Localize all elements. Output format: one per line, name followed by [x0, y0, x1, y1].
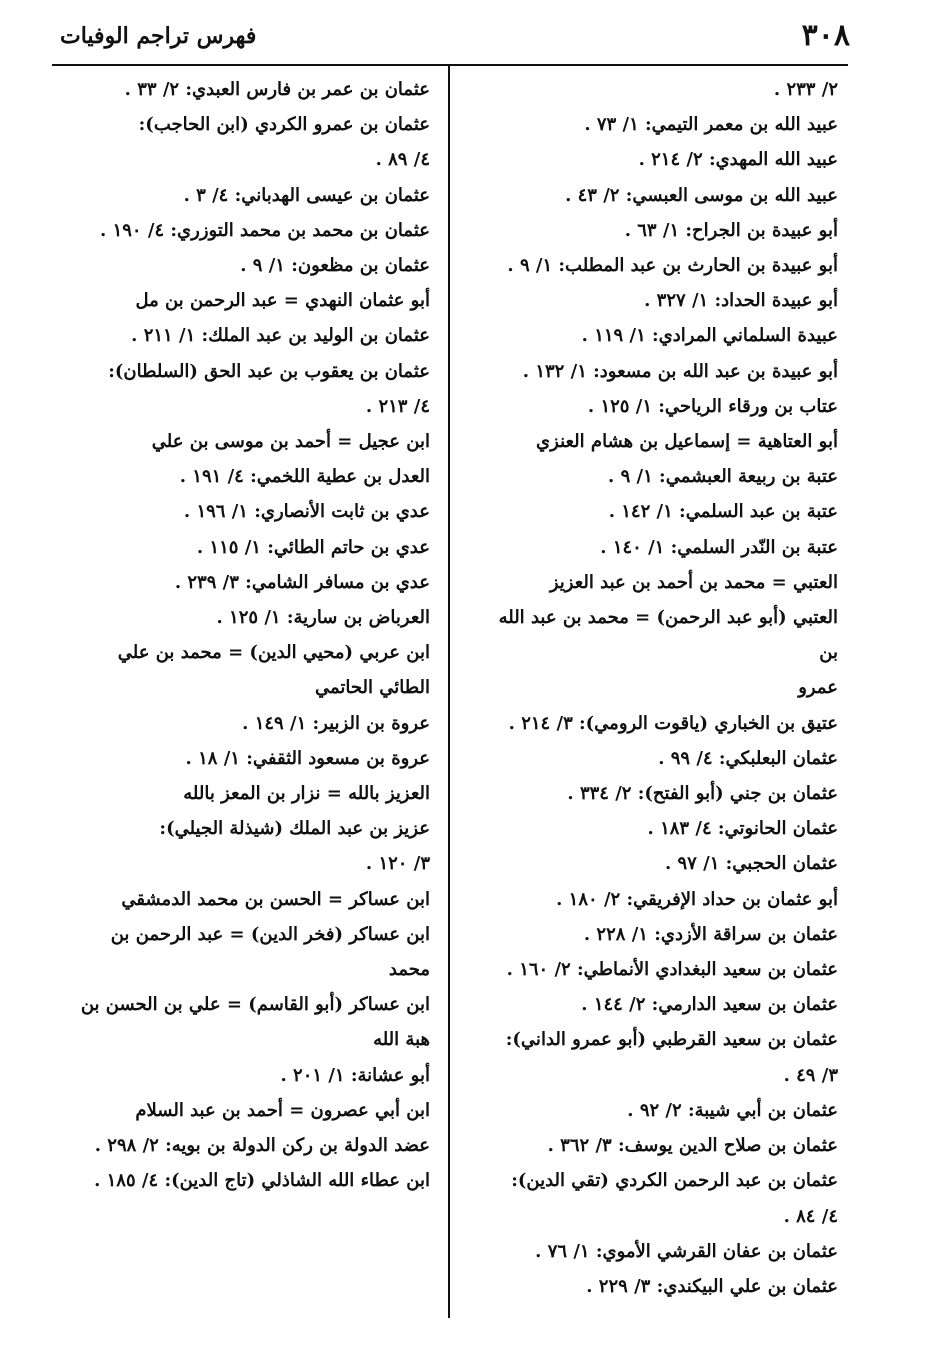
index-entry-line: عضد الدولة بن ركن الدولة بن بويه: ٢/ ٢٩٨ . [94, 1135, 430, 1157]
index-entry-line: عتبة بن النّدر السلمي: ١/ ١٤٠ . [600, 536, 838, 558]
index-entry-line: أبو عثمان النهدي = عبد الرحمن بن مل [135, 290, 430, 312]
index-entry-line: عبيدة السلماني المرادي: ١/ ١١٩ . [581, 325, 838, 347]
index-entry-line: عثمان الحجبي: ١/ ٩٧ . [664, 853, 838, 875]
index-entry-line: عبيد الله المهدي: ٢/ ٢١٤ . [638, 149, 838, 171]
index-entry-line: العرباض بن سارية: ١/ ١٢٥ . [216, 607, 430, 629]
index-entry-line: عروة بن الزبير: ١/ ١٤٩ . [242, 712, 430, 734]
index-entry-line: أبو عبيدة بن الحارث بن عبد المطلب: ١/ ٩ . [507, 255, 838, 277]
index-entry-line: الطائي الحاتمي [314, 677, 430, 699]
index-entry-line: عثمان بن يعقوب بن عبد الحق (السلطان): [108, 360, 430, 382]
index-entry-line: أبو عبيدة بن الجراح: ١/ ٦٣ . [624, 219, 838, 241]
column-divider [448, 66, 450, 1318]
index-entry-line: عثمان بن جني (أبو الفتح): ٢/ ٣٣٤ . [567, 783, 838, 805]
index-entry-line: ابن عجيل = أحمد بن موسى بن علي [151, 431, 430, 453]
header-rule [52, 64, 848, 66]
index-entry-line: ٤/ ٢١٣ . [365, 395, 430, 417]
index-entry-line: ابن عطاء الله الشاذلي (تاج الدين): ٤/ ١٨٥ . [94, 1170, 430, 1192]
index-entry-line: أبو عبيدة الحداد: ١/ ٣٢٧ . [644, 290, 838, 312]
index-entry-line: ٣/ ١٢٠ . [365, 853, 430, 875]
index-entry-line: أبو عبيدة بن عبد الله بن مسعود: ١/ ١٣٢ . [522, 360, 838, 382]
index-entry-line: عثمان بن أبي شيبة: ٢/ ٩٢ . [627, 1099, 838, 1121]
index-entry-line: عثمان بن عبد الرحمن الكردي (تقي الدين): [511, 1170, 838, 1192]
index-entry-line: عثمان بن صلاح الدين يوسف: ٣/ ٣٦٢ . [547, 1135, 838, 1157]
index-entry-line: هبة الله [373, 1029, 430, 1051]
index-entry-line: ابن عربي (محيي الدين) = محمد بن علي [117, 642, 430, 664]
index-entry-line: عبيد الله بن معمر التيمي: ١/ ٧٣ . [584, 114, 838, 136]
index-entry-line: عدي بن مسافر الشامي: ٣/ ٢٣٩ . [174, 571, 430, 593]
index-entry-line: عثمان بن محمد بن محمد التوزري: ٤/ ١٩٠ . [100, 219, 430, 241]
index-entry-line: العتبي (أبو عبد الرحمن) = محمد بن عبد الله بن [498, 607, 838, 664]
index-entry-line: عثمان بن سعيد الدارمي: ٢/ ١٤٤ . [581, 994, 838, 1016]
index-entry-line: عثمان بن عمرو الكردي (ابن الحاجب): [138, 114, 430, 136]
index-entry-line: عثمان بن سراقة الأزدي: ١/ ٢٢٨ . [583, 923, 838, 945]
index-entry-line: عثمان بن سعيد القرطبي (أبو عمرو الداني): [505, 1029, 838, 1051]
index-entry-line: عبيد الله بن موسى العبسي: ٢/ ٤٣ . [565, 184, 838, 206]
index-entry-line: عثمان الحانوتي: ٤/ ١٨٣ . [647, 818, 838, 840]
index-entry-line: ابن عساكر = الحسن بن محمد الدمشقي [121, 888, 430, 910]
index-entry-line: ٤/ ٨٩ . [375, 149, 430, 171]
index-entry-line: عثمان بن علي البيكندي: ٣/ ٢٢٩ . [586, 1275, 838, 1297]
index-entry-line: عثمان بن عفان القرشي الأموي: ١/ ٧٦ . [535, 1240, 838, 1262]
index-entry-line: عتيق بن الخباري (ياقوت الرومي): ٣/ ٢١٤ . [508, 712, 838, 734]
page-header [60, 14, 850, 58]
index-entry-line: ابن عساكر (فخر الدين) = عبد الرحمن بن [110, 923, 430, 945]
index-entry-line: ٣/ ٤٩ . [783, 1064, 838, 1086]
index-entry-line: عروة بن مسعود الثقفي: ١/ ١٨ . [185, 747, 430, 769]
left-column [56, 72, 430, 1199]
index-entry-line: العزيز بالله = نزار بن المعز بالله [183, 783, 430, 805]
index-entry-line: عثمان البعلبكي: ٤/ ٩٩ . [658, 747, 838, 769]
index-entry-line: عزيز بن عبد الملك (شيذلة الجيلي): [159, 818, 430, 840]
running-title: فهرس تراجم الوفيات [60, 23, 257, 49]
index-entry-line: عتبة بن عبد السلمي: ١/ ١٤٢ . [608, 501, 838, 523]
index-entry-line: ابن عساكر (أبو القاسم) = علي بن الحسن بن [80, 994, 430, 1016]
index-entry-line: العتبي = محمد بن أحمد بن عبد العزيز [549, 571, 838, 593]
index-entry-line: أبو العتاهية = إسماعيل بن هشام العنزي [536, 431, 838, 453]
index-entry-line: عثمان بن عيسى الهدباني: ٤/ ٣ . [183, 184, 430, 206]
index-entry-line: ٤/ ٨٤ . [783, 1205, 838, 1227]
index-entry-line: عمرو [798, 677, 838, 699]
index-entry-line: ابن أبي عصرون = أحمد بن عبد السلام [135, 1099, 430, 1121]
right-column [484, 72, 838, 1304]
page-number: ٣٠٨ [801, 18, 850, 53]
index-entry-line: عتاب بن ورقاء الرياحي: ١/ ١٢٥ . [587, 395, 838, 417]
index-entry-line: عثمان بن سعيد البغدادي الأنماطي: ٢/ ١٦٠ . [506, 959, 838, 981]
index-entry-line: أبو عشانة: ١/ ٢٠١ . [280, 1064, 430, 1086]
index-entry-line: محمد [388, 959, 430, 981]
index-entry-line: عدي بن ثابت الأنصاري: ١/ ١٩٦ . [183, 501, 430, 523]
index-entry-line: عثمان بن مظعون: ١/ ٩ . [240, 255, 430, 277]
index-entry-line: ٢/ ٢٣٣ . [773, 79, 838, 100]
index-entry-line: عتبة بن ربيعة العبشمي: ١/ ٩ . [608, 466, 838, 488]
index-entry-line: العدل بن عطية اللخمي: ٤/ ١٩١ . [179, 466, 430, 488]
index-entry-line: أبو عثمان بن حداد الإفريقي: ٢/ ١٨٠ . [556, 888, 838, 910]
index-entry-line: عثمان بن الوليد بن عبد الملك: ١/ ٢١١ . [131, 325, 430, 347]
index-entry-line: عثمان بن عمر بن فارس العبدي: ٢/ ٣٣ . [124, 79, 430, 100]
index-entry-line: عدي بن حاتم الطائي: ١/ ١١٥ . [196, 536, 430, 558]
